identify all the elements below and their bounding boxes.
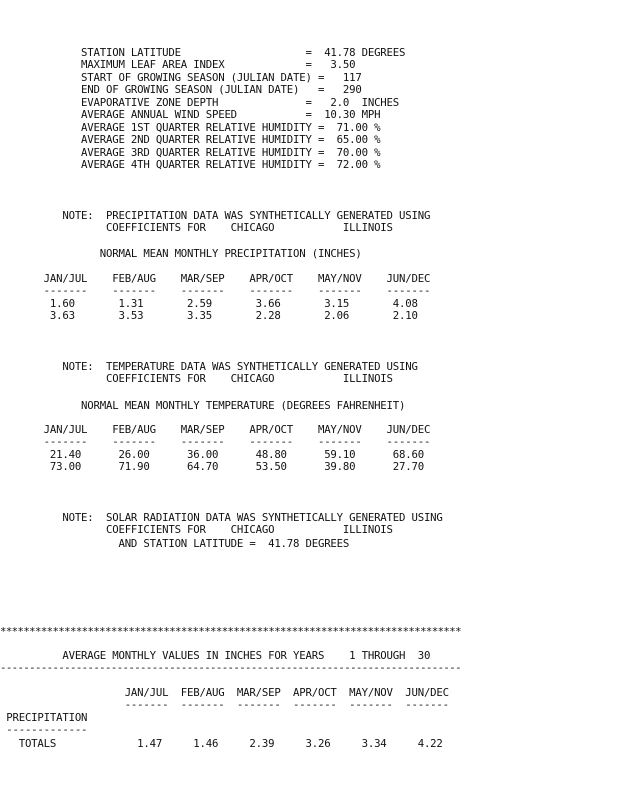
average-monthly-values-heading: AVERAGE MONTHLY VALUES IN INCHES FOR YEARS 1 THROUGH 30: [0, 649, 431, 662]
humidity-q2-line: AVERAGE 2ND QUARTER RELATIVE HUMIDITY = 65.00 %: [0, 133, 381, 146]
temp-note-line: NOTE: TEMPERATURE DATA WAS SYNTHETICALLY GENERATED USING: [0, 360, 418, 373]
precip-coefficients-line: COEFFICIENTS FOR CHICAGO ILLINOIS: [0, 221, 393, 234]
precip-table-title: NORMAL MEAN MONTHLY PRECIPITATION (INCHES): [0, 247, 362, 260]
start-growing-season-line: START OF GROWING SEASON (JULIAN DATE) = 117: [0, 71, 362, 84]
precip-table-row: 3.63 3.53 3.35 2.28 2.06 2.10: [0, 309, 418, 322]
dash-divider: -------------------------------------------------------------------------------: [0, 661, 461, 674]
precip-table-header: JAN/JUL FEB/AUG MAR/SEP APR/OCT MAY/NOV JUN/DEC: [0, 272, 431, 285]
temp-table-row: 73.00 71.90 64.70 53.50 39.80 27.70: [0, 460, 424, 473]
humidity-q4-line: AVERAGE 4TH QUARTER RELATIVE HUMIDITY = 72.00 %: [0, 158, 381, 171]
temp-table-header: JAN/JUL FEB/AUG MAR/SEP APR/OCT MAY/NOV JUN/DEC: [0, 423, 431, 436]
annual-wind-speed-line: AVERAGE ANNUAL WIND SPEED = 10.30 MPH: [0, 108, 381, 121]
precipitation-section-rule: -------------: [0, 723, 88, 736]
station-latitude-line: STATION LATITUDE = 41.78 DEGREES: [0, 46, 406, 59]
precip-table-row: 1.60 1.31 2.59 3.66 3.15 4.08: [0, 297, 418, 310]
end-growing-season-line: END OF GROWING SEASON (JULIAN DATE) = 290: [0, 83, 362, 96]
humidity-q3-line: AVERAGE 3RD QUARTER RELATIVE HUMIDITY = 70.00 %: [0, 146, 381, 159]
asterisk-divider: *******************************************************************************: [0, 625, 461, 638]
temp-table-title: NORMAL MEAN MONTHLY TEMPERATURE (DEGREES FAHRENHEIT): [0, 399, 406, 412]
evaporative-zone-depth-line: EVAPORATIVE ZONE DEPTH = 2.0 INCHES: [0, 96, 400, 109]
humidity-q1-line: AVERAGE 1ST QUARTER RELATIVE HUMIDITY = 71.00 %: [0, 121, 381, 134]
precip-table-rule: ------- ------- ------- ------- ------- -------: [0, 284, 431, 297]
temp-coefficients-line: COEFFICIENTS FOR CHICAGO ILLINOIS: [0, 372, 393, 385]
temp-table-row: 21.40 26.00 36.00 48.80 59.10 68.60: [0, 448, 424, 461]
solar-coefficients-line: COEFFICIENTS FOR CHICAGO ILLINOIS: [0, 523, 393, 536]
solar-note-line: NOTE: SOLAR RADIATION DATA WAS SYNTHETICALLY GENERATED USING: [0, 511, 443, 524]
precip-note-line: NOTE: PRECIPITATION DATA WAS SYNTHETICALLY GENERATED USING: [0, 209, 431, 222]
precipitation-totals-row: TOTALS 1.47 1.46 2.39 3.26 3.34 4.22: [0, 737, 443, 750]
summary-table-header: JAN/JUL FEB/AUG MAR/SEP APR/OCT MAY/NOV JUN/DEC: [0, 686, 449, 699]
temp-table-rule: ------- ------- ------- ------- ------- -------: [0, 435, 431, 448]
summary-table-rule: ------- ------- ------- ------- ------- -------: [0, 698, 449, 711]
max-leaf-area-index-line: MAXIMUM LEAF AREA INDEX = 3.50: [0, 58, 356, 71]
solar-latitude-line: AND STATION LATITUDE = 41.78 DEGREES: [0, 537, 350, 550]
precipitation-section-label: PRECIPITATION: [0, 711, 88, 724]
